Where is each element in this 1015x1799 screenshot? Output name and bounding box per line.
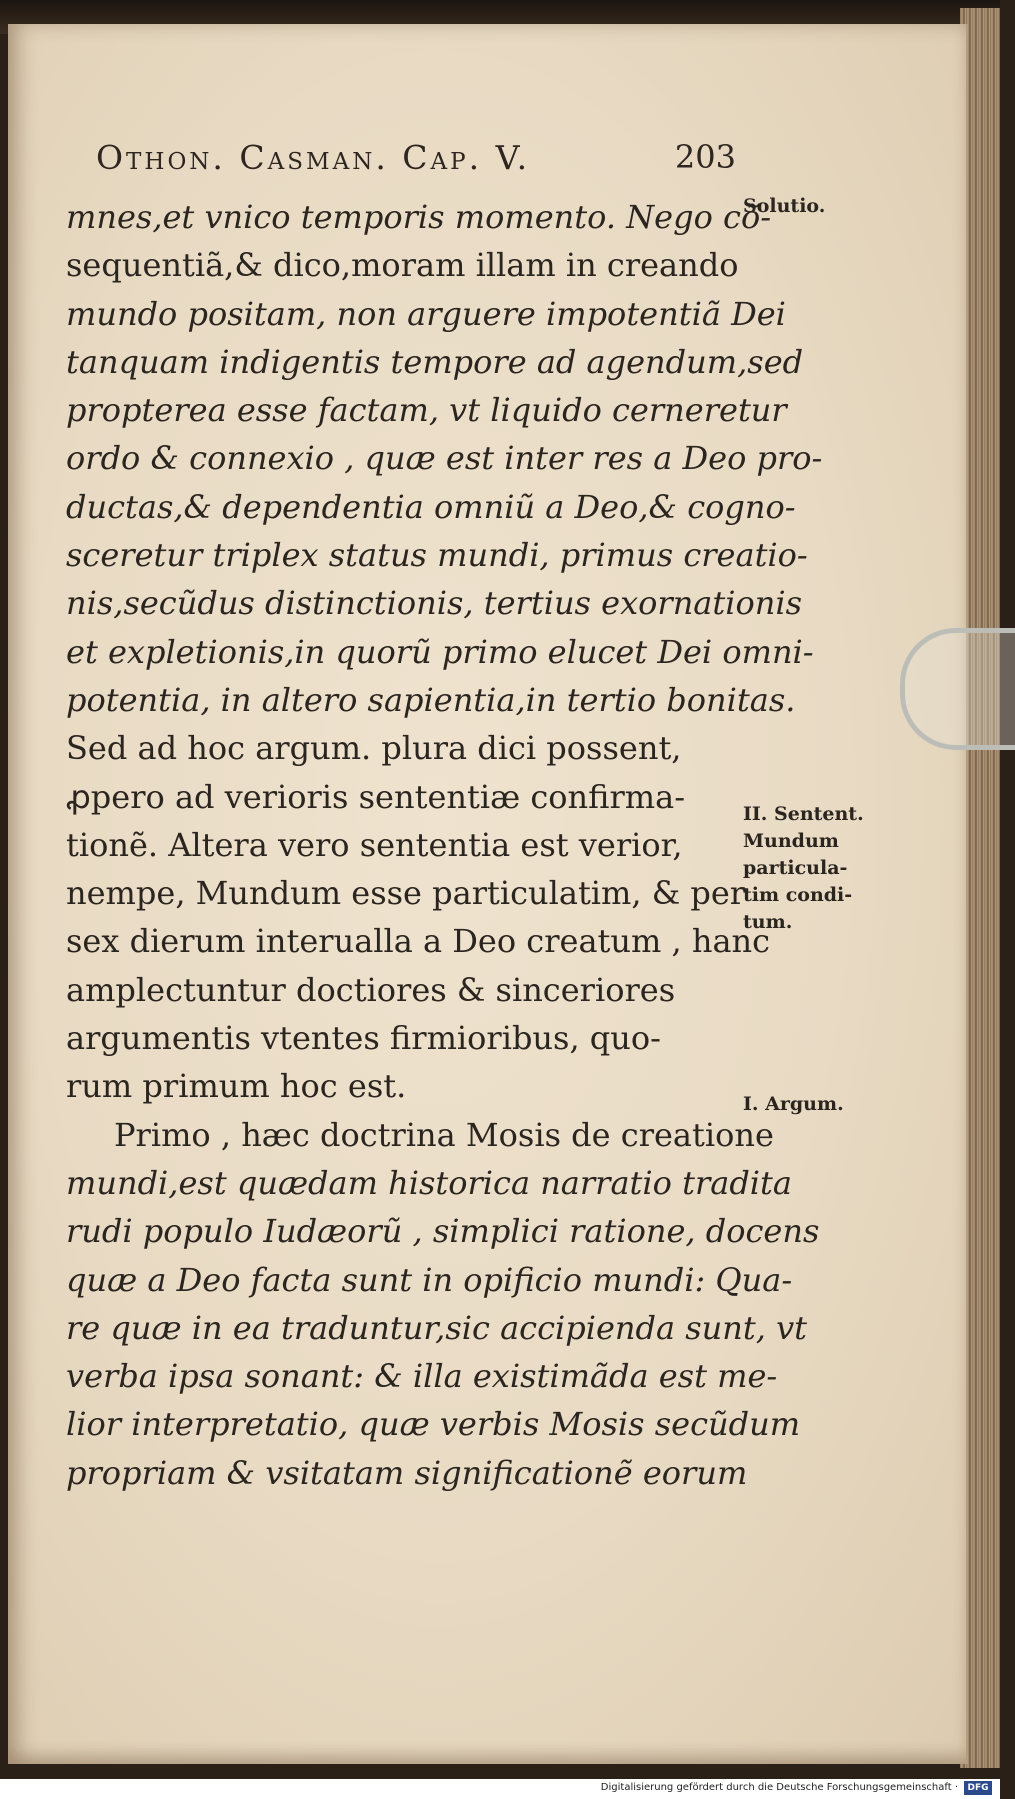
margin-note-sentent: II. Sentent. — [743, 803, 864, 825]
text-line: Sed ad hoc argum. plura dici possent, — [66, 729, 682, 768]
dfg-logo: DFG — [964, 1781, 992, 1795]
text-line: nis,secũdus distinctionis, tertius exornationis — [66, 584, 802, 623]
text-line: re quæ in ea traduntur,sic accipienda sunt, vt — [66, 1308, 807, 1347]
margin-note-particula: particula- — [743, 857, 848, 879]
margin-note-solutio: Solutio. — [743, 195, 826, 217]
margin-note-argum: I. Argum. — [743, 1093, 844, 1115]
text-line: propterea esse factam, vt liquido cerneretur — [66, 391, 787, 430]
text-line: sequentiã,& dico,moram illam in creando — [66, 246, 739, 285]
page-header — [96, 138, 736, 188]
text-line: amplectuntur doctiores & sinceriores — [66, 970, 676, 1009]
text-line: sceretur triplex status mundi, primus creatio- — [66, 536, 808, 575]
text-line: ductas,& dependentia omniũ a Deo,& cogno- — [66, 487, 796, 526]
text-line: potentia, in altero sapientia,in tertio bonitas. — [66, 680, 796, 719]
text-line: tanquam indigentis tempore ad agendum,sed — [66, 342, 804, 381]
margin-note-tum: tum. — [743, 911, 793, 933]
text-line: lior interpretatio, quæ verbis Mosis secũdum — [66, 1405, 801, 1444]
text-line: propriam & vsitatam significationẽ eorum — [66, 1453, 748, 1492]
text-line: verba ipsa sonant: & illa existimãda est me- — [66, 1357, 778, 1396]
footer-credit: Digitalisierung gefördert durch die Deutsche Forschungsgemeinschaft · — [600, 1782, 958, 1793]
text-line: ordo & connexio , quæ est inter res a Deo pro- — [66, 439, 823, 478]
page-clip — [900, 628, 1015, 750]
text-line: rudi populo Iudæorũ , simplici ratione, docens — [66, 1212, 820, 1251]
text-line: mnes,et vnico temporis momento. Nego cõ- — [66, 198, 772, 236]
text-line: rum primum hoc est. — [66, 1067, 407, 1106]
text-line: et expletionis,in quorũ primo elucet Dei omni- — [66, 632, 814, 671]
margin-note-tim-condi: tim condi- — [743, 884, 853, 906]
text-line: sex dierum interualla a Deo creatum , hanc — [66, 922, 771, 961]
text-line: tionẽ. Altera vero sententia est verior, — [66, 825, 683, 864]
margin-note-mundum: Mundum — [743, 830, 839, 852]
text-line: Primo , hæc doctrina Mosis de creatione — [114, 1115, 774, 1154]
text-line: quæ a Deo facta sunt in opificio mundi: Qua- — [66, 1260, 793, 1299]
running-head: Othon. Casman. Cap. V. — [96, 138, 531, 177]
text-line: mundi,est quædam historica narratio tradita — [66, 1163, 792, 1202]
text-line: mundo positam, non arguere impotentiã Dei — [66, 294, 786, 333]
page-number: 203 — [674, 138, 736, 176]
text-line: ꝓpero ad verioris sententiæ confirma- — [66, 777, 685, 816]
text-line: nempe, Mundum esse particulatim, & per — [66, 874, 746, 913]
text-line: argumentis vtentes firmioribus, quo- — [66, 1019, 661, 1058]
